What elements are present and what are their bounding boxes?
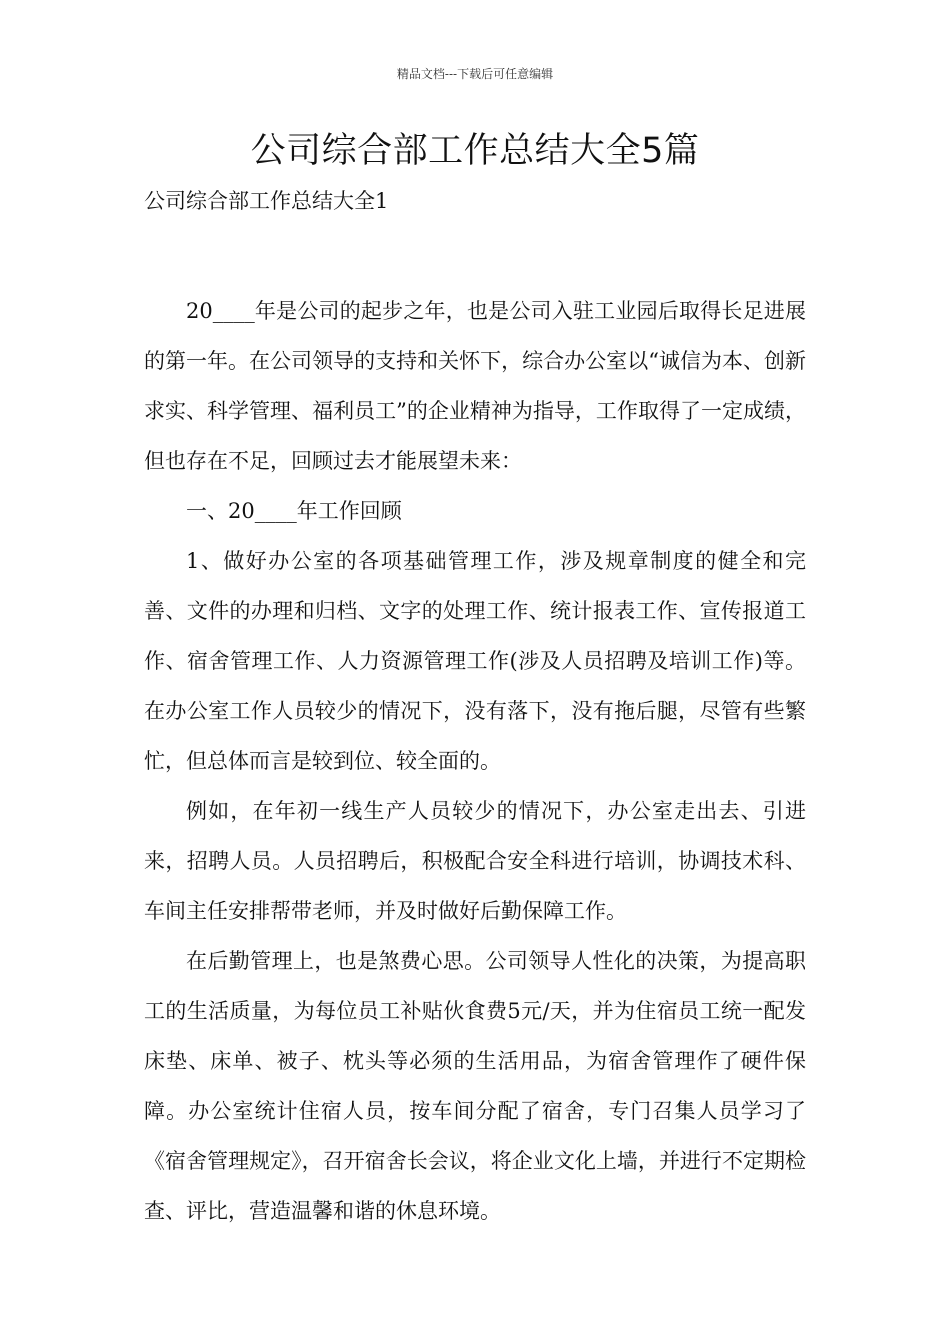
document-subtitle: 公司综合部工作总结大全1 <box>144 189 389 213</box>
document-body <box>144 286 806 1236</box>
document-title: 公司综合部工作总结大全5篇 <box>250 131 700 171</box>
paragraph-example: 例如，在年初一线生产人员较少的情况下，办公室走出去、引进来，招聘人员。人员招聘后，积极配合安全科进行培训，协调技术科、车间主任安排帮带老师，并及时做好后勤保障工作。 <box>144 799 806 923</box>
paragraph-logistics: 在后勤管理上，也是煞费心思。公司领导人性化的决策，为提高职工的生活质量，为每位员工补贴伙食费5元/天，并为住宿员工统一配发床垫、床单、被子、枕头等必须的生活用品，为宿舍管理作了硬件保障。办公室统计住宿人员，按车间分配了宿舍，专门召集人员学习了《宿舍管理规定》，召开宿舍长会议，将企业文化上墙，并进行不定期检查、评比，营造温馨和谐的休息环境。 <box>144 949 806 1223</box>
section-heading: 一、20____年工作回顾 <box>186 499 402 523</box>
header-note: 精品文档---下载后可任意编辑 <box>396 67 554 81</box>
paragraph-intro: 20____年是公司的起步之年，也是公司入驻工业园后取得长足进展的第一年。在公司领导的支持和关怀下，综合办公室以“诚信为本、创新求实、科学管理、福利员工”的企业精神为指导，工作取得了一定成绩，但也存在不足，回顾过去才能展望未来： <box>144 299 806 473</box>
paragraph-item-1: 1、做好办公室的各项基础管理工作，涉及规章制度的健全和完善、文件的办理和归档、文字的处理工作、统计报表工作、宣传报道工作、宿舍管理工作、人力资源管理工作(涉及人员招聘及培训工作)等。在办公室工作人员较少的情况下，没有落下，没有拖后腿，尽管有些繁忙，但总体而言是较到位、较全面的。 <box>144 549 806 773</box>
